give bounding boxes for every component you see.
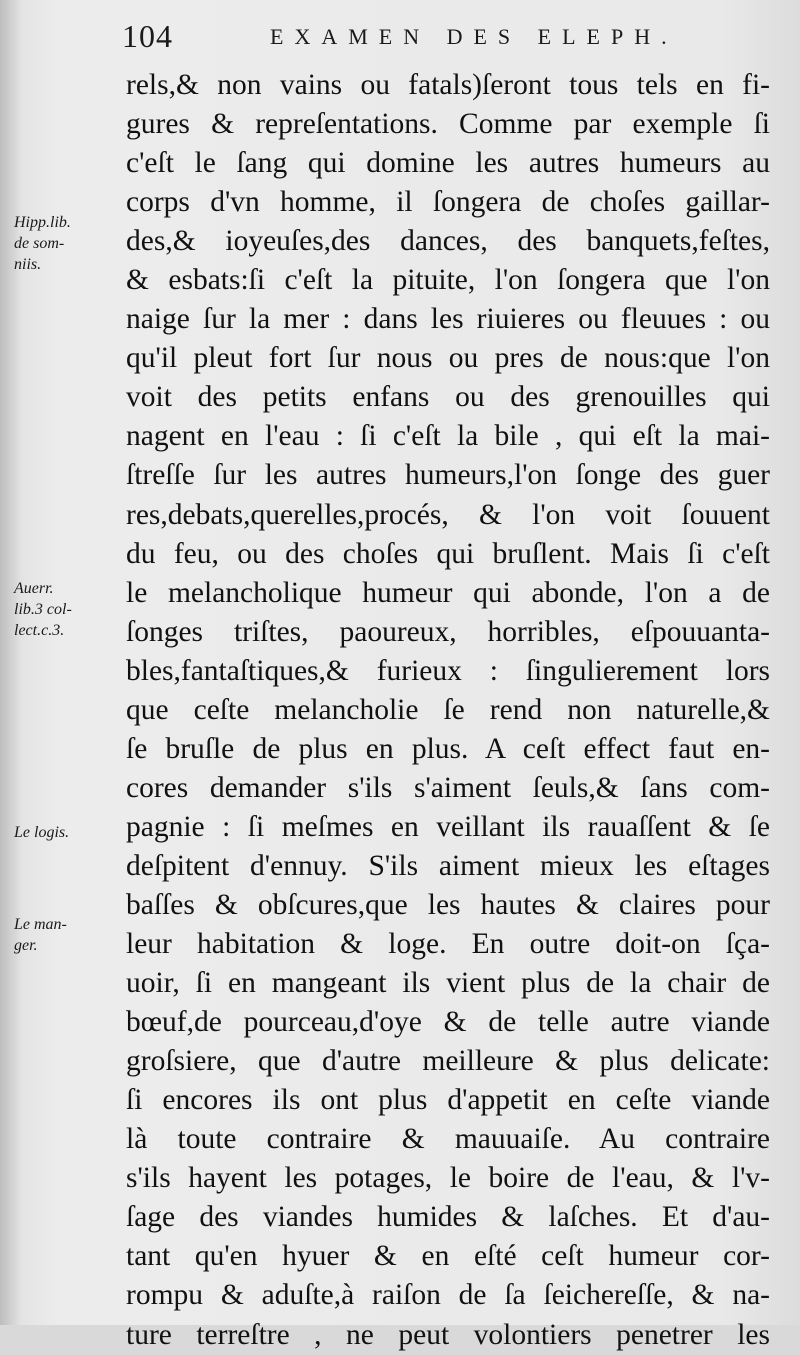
text-line: ſi encores ils ont plus d'appetit en ceſte viande xyxy=(126,1084,770,1117)
page-number: 104 xyxy=(122,18,173,54)
text-line: & esbats:ſi c'eſt la pituite, l'on ſongera que l'on xyxy=(126,264,770,297)
margin-note-line: lib.3 col- xyxy=(14,601,72,618)
text-line: bles,fantaſtiques,& furieux : ſingulierement lors xyxy=(126,654,770,687)
text-line: ſage des viandes humides & laſches. Et d'au- xyxy=(126,1201,770,1234)
text-line: du feu, ou des choſes qui bruſlent. Mais ſi c'eſt xyxy=(126,537,770,570)
text-line: deſpitent d'ennuy. S'ils aiment mieux les eſtages xyxy=(126,849,770,882)
text-line: nagent en l'eau : ſi c'eſt la bile , qui eſt la mai- xyxy=(126,420,770,453)
margin-note-line: Le man- xyxy=(14,916,67,933)
text-line: qu'il pleut fort ſur nous ou pres de nous:que l'on xyxy=(126,342,770,375)
text-line: ſtreſſe ſur les autres humeurs,l'on ſonge des guer xyxy=(126,459,770,492)
text-line: rompu & aduſte,à raiſon de ſa ſeichereſſe, & na- xyxy=(126,1279,770,1312)
margin-note-line: lect.c.3. xyxy=(14,622,65,639)
text-line: groſsiere, que d'autre meilleure & plus delicate: xyxy=(126,1045,770,1078)
margin-note-line: Hipp.lib. xyxy=(14,214,71,231)
text-line: bœuf,de pourceau,d'oye & de telle autre viande xyxy=(126,1006,770,1039)
text-line: gures & repreſentations. Comme par exemple ſi xyxy=(126,108,770,141)
margin-note-line: ger. xyxy=(14,937,38,954)
body-text xyxy=(126,66,770,1355)
text-line: voit des petits enfans ou des grenouilles qui xyxy=(126,381,770,414)
margin-note-le-logis xyxy=(14,822,122,843)
margin-note-line: Le logis. xyxy=(14,824,70,841)
margin-note-line: de som- xyxy=(14,235,65,252)
text-line: baſſes & obſcures,que les hautes & claires pour xyxy=(126,888,770,921)
text-line: s'ils hayent les potages, le boire de l'eau, & l'v- xyxy=(126,1162,770,1195)
text-line: pagnie : ſi meſmes en veillant ils rauaſſent & ſe xyxy=(126,810,770,843)
text-line: leur habitation & loge. En outre doit-on ſça- xyxy=(126,928,770,961)
running-head: EXAMEN DES ELEPH. xyxy=(270,24,678,49)
text-line: tant qu'en hyuer & en eſté ceſt humeur cor- xyxy=(126,1240,770,1273)
margin-note-averroes xyxy=(14,578,122,641)
text-line: des,& ioyeuſes,des dances, des banquets,feſtes, xyxy=(126,225,770,258)
text-line: ſe bruſle de plus en plus. A ceſt effect faut en- xyxy=(126,732,770,765)
text-line: corps d'vn homme, il ſongera de choſes gaillar- xyxy=(126,186,770,219)
text-line: le melancholique humeur qui abonde, l'on a de xyxy=(126,576,770,609)
text-line: uoir, ſi en mangeant ils vient plus de la chair de xyxy=(126,967,770,1000)
margin-note-line: Auerr. xyxy=(14,580,54,597)
text-line: naige ſur la mer : dans les riuieres ou fleuues : ou xyxy=(126,303,770,336)
margin-note-le-manger xyxy=(14,914,122,956)
page-header xyxy=(122,18,692,58)
text-line: que ceſte melancholie ſe rend non naturelle,& xyxy=(126,693,770,726)
margin-note-hippocrates xyxy=(14,212,122,275)
text-line: ture terreſtre , ne peut volontiers penetrer les xyxy=(126,1318,770,1351)
text-line: rels,& non vains ou fatals)ſeront tous tels en fi- xyxy=(126,69,770,101)
margin-note-line: niis. xyxy=(14,256,42,273)
text-line: là toute contraire & mauuaiſe. Au contraire xyxy=(126,1123,770,1156)
text-line: cores demander s'ils s'aiment ſeuls,& ſans com- xyxy=(126,771,770,804)
text-line: c'eſt le ſang qui domine les autres humeurs au xyxy=(126,147,770,180)
text-line: ſonges triſtes, paoureux, horribles, eſpouuanta- xyxy=(126,615,770,648)
text-line: res,debats,querelles,procés, & l'on voit ſouuent xyxy=(126,498,770,531)
